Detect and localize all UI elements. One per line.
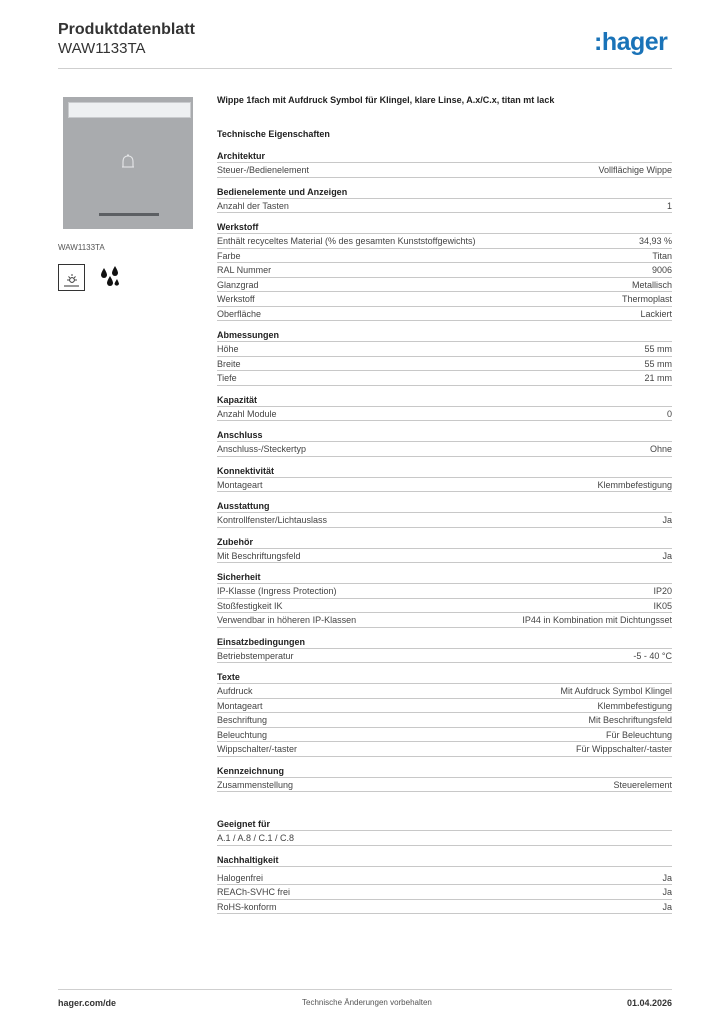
spec-value: Mit Beschriftungsfeld — [588, 715, 672, 725]
spec-label: Glanzgrad — [217, 279, 259, 290]
spec-row — [217, 900, 672, 915]
spec-row — [217, 871, 672, 886]
spec-label: Aufdruck — [217, 686, 253, 696]
spec-label: Tiefe — [217, 373, 237, 383]
spec-label: Steuer-/Bedienelement — [217, 165, 310, 175]
spec-section — [217, 429, 672, 457]
page-title: Produktdatenblatt — [58, 21, 195, 38]
spec-section — [217, 765, 672, 793]
spec-label: Anschluss-/Steckertyp — [217, 444, 307, 454]
spec-value: Für Wippschalter/-taster — [575, 744, 672, 754]
spec-row — [217, 371, 672, 386]
spec-section — [217, 671, 672, 757]
spec-section — [217, 571, 672, 628]
spec-row — [217, 713, 672, 728]
spec-label: Farbe — [217, 250, 241, 261]
spec-row — [217, 584, 672, 599]
spec-row — [217, 292, 672, 307]
spec-row — [217, 442, 672, 457]
spec-row — [217, 513, 672, 528]
spec-label: Halogenfrei — [217, 872, 264, 883]
spec-section — [217, 465, 672, 493]
spec-value: Ja — [662, 887, 672, 897]
spec-row — [217, 728, 672, 743]
spec-value: IP44 in Kombination mit Dichtungsset — [522, 615, 672, 625]
spec-value: Klemmbefestigung — [597, 479, 672, 490]
spec-value: Klemmbefestigung — [597, 700, 672, 711]
spec-row — [217, 684, 672, 699]
spec-row — [217, 234, 672, 249]
section-title: Konnektivität — [217, 465, 672, 478]
spec-row — [217, 278, 672, 293]
spec-label: Oberfläche — [217, 308, 262, 319]
spec-label: Mit Beschriftungsfeld — [217, 550, 301, 561]
section-title: Abmessungen — [217, 329, 672, 342]
spec-label: Wippschalter/-taster — [217, 744, 298, 754]
spec-label: Beleuchtung — [217, 729, 268, 740]
spec-label: Montageart — [217, 479, 263, 490]
spec-row — [217, 249, 672, 264]
spec-row — [217, 263, 672, 278]
spec-label: Höhe — [217, 344, 239, 354]
footer-disclaimer: Technische Änderungen vorbehalten — [302, 998, 432, 1007]
spec-value: Titan — [652, 250, 672, 261]
spec-label: A.1 / A.8 / C.1 / C.8 — [217, 833, 295, 843]
spec-row — [217, 613, 672, 628]
section-title: Texte — [217, 671, 672, 684]
product-number: WAW1133TA — [58, 40, 146, 57]
spec-label: Stoßfestigkeit IK — [217, 600, 283, 611]
spec-value: Mit Aufdruck Symbol Klingel — [560, 686, 672, 696]
section-title: Werkstoff — [217, 221, 672, 234]
bell-icon — [119, 153, 137, 171]
spec-label: Anzahl Module — [217, 408, 277, 419]
footer-date: 01.04.2026 — [626, 998, 672, 1008]
spec-row — [217, 407, 672, 422]
section-title: Sicherheit — [217, 571, 672, 584]
label-window — [68, 102, 191, 118]
spec-value: Ja — [662, 901, 672, 912]
spec-label: IP-Klasse (Ingress Protection) — [217, 586, 337, 596]
section-title: Architektur — [217, 150, 672, 163]
spec-value: Ja — [662, 872, 672, 883]
spec-row — [217, 199, 672, 214]
spec-value: Für Beleuchtung — [605, 729, 672, 740]
section-title: Einsatzbedingungen — [217, 636, 672, 649]
spec-value: 55 mm — [644, 358, 672, 369]
spec-section — [217, 636, 672, 664]
section-title: Zubehör — [217, 536, 672, 549]
spec-label: RAL Nummer — [217, 265, 272, 275]
spec-value: 1 — [666, 200, 672, 211]
spec-label: Werkstoff — [217, 294, 255, 304]
header-divider — [58, 68, 672, 69]
spec-sections — [217, 150, 672, 914]
spec-value: Ja — [662, 515, 672, 525]
spec-label: Kontrollfenster/Lichtauslass — [217, 515, 328, 525]
spec-value: Ohne — [649, 444, 672, 454]
spec-row — [217, 342, 672, 357]
spec-row — [217, 307, 672, 322]
spec-value: 34,93 % — [638, 236, 672, 246]
spec-section — [217, 854, 672, 915]
section-title: Kennzeichnung — [217, 765, 672, 778]
spec-label: Verwendbar in höheren IP-Klassen — [217, 615, 357, 625]
spec-section — [217, 329, 672, 386]
spec-section — [217, 818, 672, 846]
spec-row — [217, 163, 672, 178]
footer-website: hager.com/de — [58, 998, 117, 1008]
spec-value: Lackiert — [640, 308, 672, 319]
spec-value: 9006 — [651, 265, 672, 275]
spec-row — [217, 831, 672, 846]
section-title: Ausstattung — [217, 500, 672, 513]
spec-value: Thermoplast — [621, 294, 672, 304]
image-caption: WAW1133TA — [58, 243, 105, 252]
spec-label: Zusammenstellung — [217, 779, 294, 790]
spec-label: RoHS-konform — [217, 901, 277, 912]
spec-row — [217, 478, 672, 493]
spec-row — [217, 778, 672, 793]
spec-value: 55 mm — [644, 344, 672, 354]
section-title: Nachhaltigkeit — [217, 854, 672, 867]
spec-value: Steuerelement — [613, 779, 672, 790]
water-drops-icon — [96, 264, 123, 291]
spec-row — [217, 649, 672, 664]
spec-label: Breite — [217, 358, 241, 369]
spec-label: Beschriftung — [217, 715, 268, 725]
spec-label: REACh-SVHC frei — [217, 887, 291, 897]
tech-heading: Technische Eigenschaften — [217, 129, 330, 139]
spec-row — [217, 549, 672, 564]
spec-section — [217, 536, 672, 564]
spec-value: Ja — [662, 550, 672, 561]
spec-section — [217, 150, 672, 178]
spec-section — [217, 394, 672, 422]
spec-value: 21 mm — [644, 373, 672, 383]
footer-divider — [58, 989, 672, 990]
light-strip — [99, 213, 159, 216]
spec-section — [217, 186, 672, 214]
spec-row — [217, 885, 672, 900]
spec-content — [217, 95, 672, 922]
product-image — [58, 92, 198, 234]
light-indicator-icon — [58, 264, 85, 291]
spec-value: IP20 — [653, 586, 672, 596]
spec-row — [217, 599, 672, 614]
spec-value: Metallisch — [631, 279, 672, 290]
spec-value: 0 — [666, 408, 672, 419]
spec-row — [217, 699, 672, 714]
section-title: Bedienelemente und Anzeigen — [217, 186, 672, 199]
section-title: Anschluss — [217, 429, 672, 442]
spec-label: Montageart — [217, 700, 263, 711]
spec-label: Betriebstemperatur — [217, 650, 294, 661]
spec-section — [217, 500, 672, 528]
section-title: Geeignet für — [217, 818, 672, 831]
spec-value: Vollflächige Wippe — [598, 165, 672, 175]
spec-label: Enthält recyceltes Material (% des gesamten Kunststoffgewichts) — [217, 236, 476, 246]
product-description: Wippe 1fach mit Aufdruck Symbol für Klingel, klare Linse, A.x/C.x, titan mt lack — [217, 95, 555, 105]
spec-section — [217, 221, 672, 321]
spec-value: -5 - 40 °C — [633, 650, 672, 661]
spec-value: IK05 — [653, 600, 672, 611]
spec-label: Anzahl der Tasten — [217, 200, 289, 211]
hager-logo: :hager — [594, 28, 668, 56]
spec-row — [217, 742, 672, 757]
section-gap — [217, 800, 672, 818]
section-title: Kapazität — [217, 394, 672, 407]
spec-row — [217, 357, 672, 372]
